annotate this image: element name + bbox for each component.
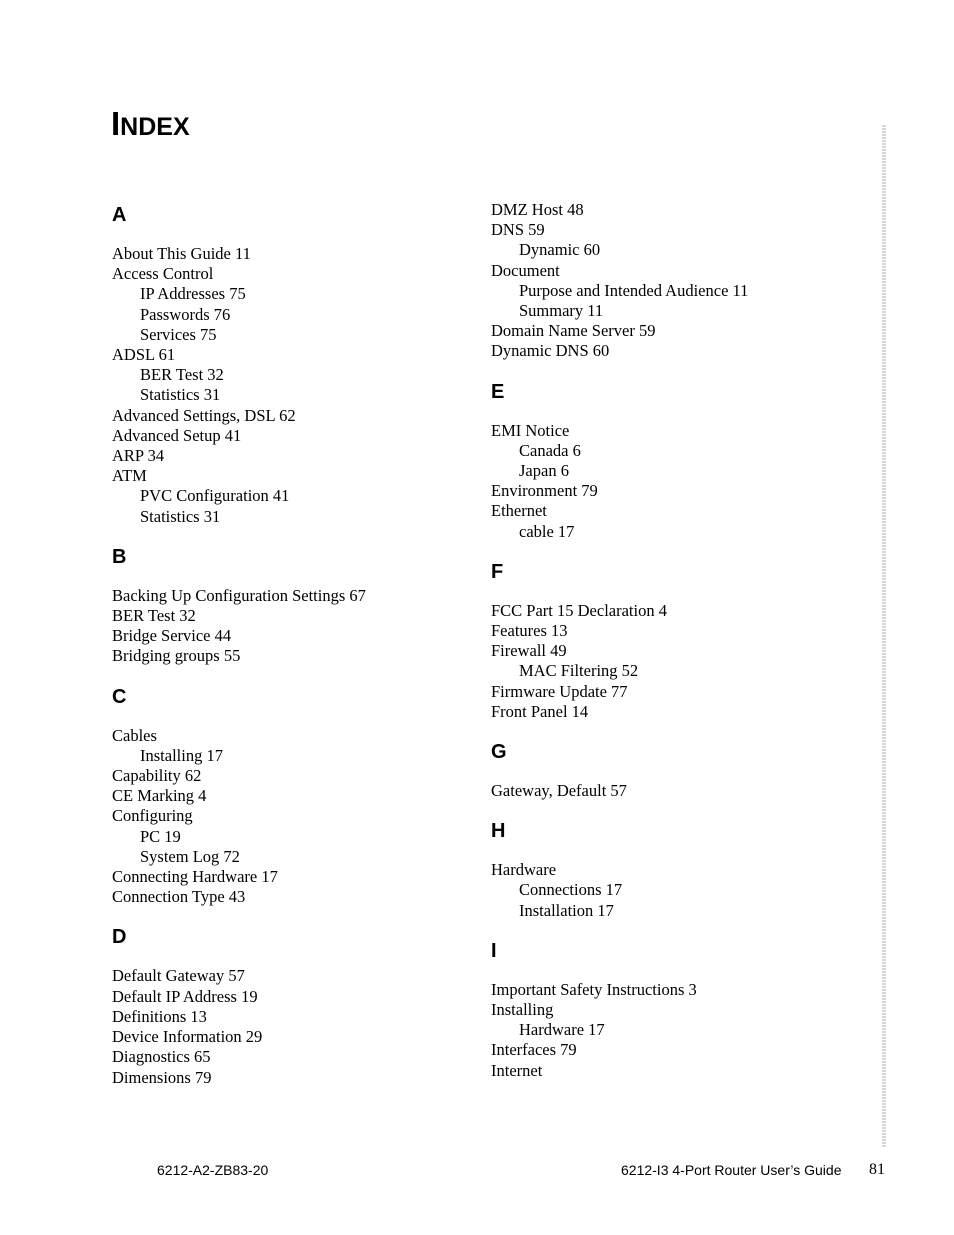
index-entry: Backing Up Configuration Settings 67	[112, 585, 366, 605]
title-rest: NDEX	[120, 113, 190, 141]
index-letter-heading: A	[112, 204, 127, 226]
index-entry: About This Guide 11	[112, 244, 251, 263]
index-section	[491, 737, 871, 801]
index-column-left	[112, 200, 492, 1103]
index-subentry: PVC Configuration 41	[140, 486, 290, 506]
index-letter-heading: I	[491, 939, 497, 962]
index-letter-heading: B	[112, 545, 127, 568]
index-letter-heading: E	[491, 380, 505, 403]
index-entry: Diagnostics 65	[112, 1047, 211, 1067]
index-entry: Important Safety Instructions 3	[491, 979, 697, 999]
index-entry: Capability 62	[112, 766, 202, 786]
index-entry: Default Gateway 57	[112, 966, 245, 986]
index-entry: Interfaces 79	[491, 1040, 577, 1060]
index-entry: Configuring	[112, 806, 193, 826]
index-entry: Advanced Setup 41	[112, 425, 242, 445]
index-entry: Advanced Settings, DSL 62	[112, 405, 296, 425]
index-entry: CE Marking 4	[112, 786, 207, 806]
index-entry: Connection Type 43	[112, 887, 246, 907]
index-entry: Hardware	[491, 860, 557, 880]
index-entry: Bridge Service 44	[112, 626, 232, 646]
index-letter-heading: D	[112, 926, 127, 949]
index-entry: ADSL 61	[112, 345, 176, 365]
index-letter-heading: G	[491, 741, 507, 764]
footer-doc-number: 6212-A2-ZB83-20	[157, 1162, 269, 1178]
index-subentry: Statistics 31	[140, 385, 221, 405]
page-title	[111, 104, 190, 147]
index-section	[491, 936, 871, 1081]
index-entry: DNS 59	[491, 220, 545, 240]
index-section	[491, 557, 871, 722]
index-subentry: Passwords 76	[140, 304, 231, 324]
index-subentry: Installing 17	[140, 745, 223, 765]
index-letter-heading: F	[491, 560, 504, 583]
index-entry: Firmware Update 77	[491, 681, 628, 701]
index-section	[112, 922, 492, 1087]
footer-guide-title: 6212-I3 4-Port Router User’s Guide	[621, 1162, 842, 1178]
index-section	[112, 542, 492, 667]
index-entry: Installing	[491, 1000, 554, 1020]
index-subentry: Connections 17	[519, 880, 623, 900]
index-entry: Connecting Hardware 17	[112, 867, 278, 887]
index-entry: Firewall 49	[491, 641, 567, 661]
index-entry: Internet	[491, 1060, 543, 1080]
index-entry: Bridging groups 55	[112, 646, 241, 666]
index-subentry: Japan 6	[519, 461, 569, 481]
index-subentry: Dynamic 60	[519, 240, 601, 260]
index-entry: Document	[491, 260, 560, 280]
index-subentry: BER Test 32	[140, 365, 224, 385]
index-entry: FCC Part 15 Declaration 4	[491, 600, 667, 620]
index-subentry: IP Addresses 75	[140, 284, 246, 304]
index-entry: Cables	[112, 725, 157, 745]
index-entry: Default IP Address 19	[112, 986, 258, 1006]
index-entry: Features 13	[491, 621, 568, 641]
index-subentry: Statistics 31	[140, 506, 221, 526]
index-entry: Environment 79	[491, 481, 598, 501]
index-subentry: PC 19	[140, 826, 181, 846]
index-subentry: MAC Filtering 52	[519, 661, 639, 681]
index-entry: Dynamic DNS 60	[491, 341, 610, 361]
index-section	[112, 682, 492, 908]
index-entry: Dimensions 79	[112, 1067, 212, 1087]
index-entry: Ethernet	[491, 501, 547, 521]
index-entry: EMI Notice	[491, 420, 570, 440]
index-entry: Access Control	[112, 264, 214, 284]
index-subentry: Installation 17	[519, 900, 614, 920]
index-column-right	[491, 200, 871, 1096]
index-letter-heading: H	[491, 820, 506, 843]
index-subentry: Purpose and Intended Audience 11	[519, 280, 749, 300]
index-subentry: Canada 6	[519, 440, 581, 460]
index-entry: DMZ Host 48	[491, 200, 584, 219]
index-entry: BER Test 32	[112, 606, 196, 626]
index-section	[112, 200, 492, 527]
index-section	[491, 377, 871, 542]
index-section	[491, 200, 871, 362]
index-entry: Definitions 13	[112, 1006, 207, 1026]
index-subentry: System Log 72	[140, 846, 240, 866]
footer-page-number: 81	[869, 1161, 885, 1178]
index-entry: ATM	[112, 466, 147, 486]
index-subentry: Summary 11	[519, 301, 604, 321]
index-subentry: Hardware 17	[519, 1020, 605, 1040]
index-entry: Domain Name Server 59	[491, 321, 656, 341]
index-entry: ARP 34	[112, 446, 165, 466]
index-section	[491, 816, 871, 921]
index-entry: Device Information 29	[112, 1027, 263, 1047]
index-entry: Gateway, Default 57	[491, 781, 627, 801]
title-initial: I	[111, 105, 121, 142]
index-letter-heading: C	[112, 685, 127, 708]
index-entry: Front Panel 14	[491, 701, 589, 721]
margin-rule	[882, 125, 886, 1147]
index-subentry: Services 75	[140, 324, 217, 344]
index-subentry: cable 17	[519, 521, 575, 541]
